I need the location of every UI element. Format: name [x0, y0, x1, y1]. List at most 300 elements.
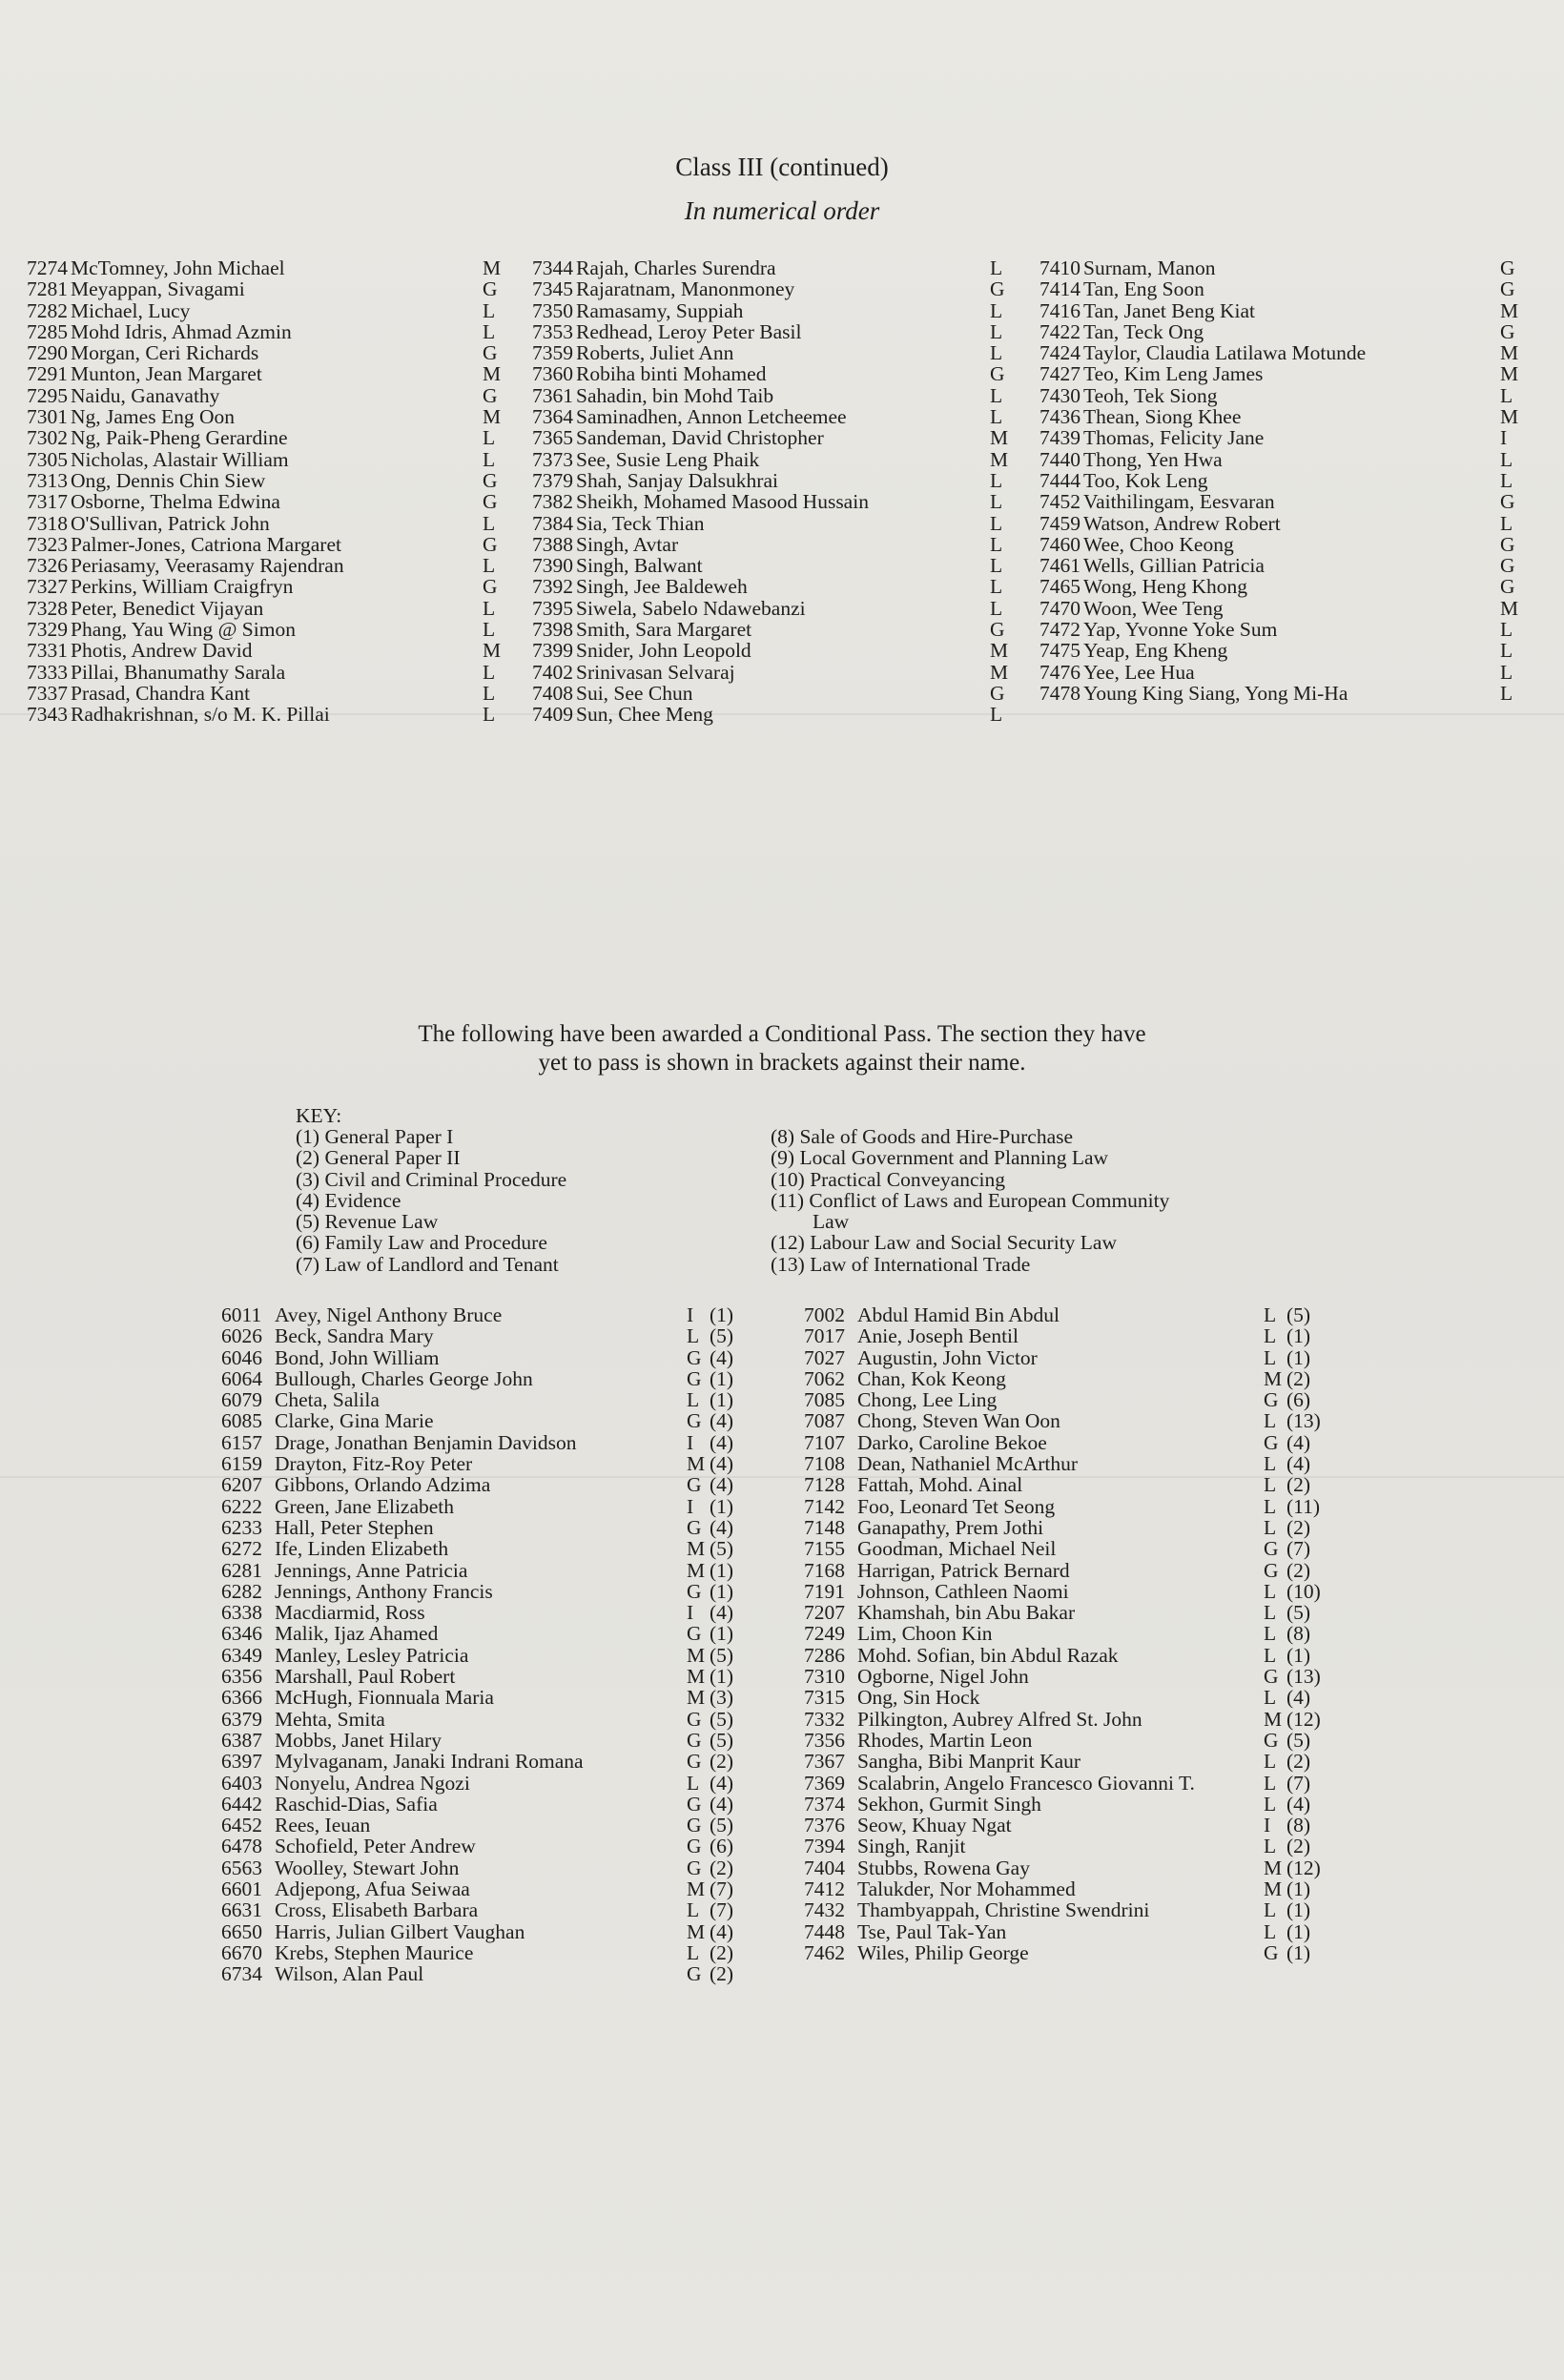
candidate-name: Rajaratnam, Manonmoney [576, 277, 795, 301]
candidate-name: Goodman, Michael Neil [857, 1537, 1057, 1561]
candidate-grade: L [687, 1388, 700, 1412]
candidate-name: Rhodes, Martin Leon [857, 1728, 1033, 1752]
candidate-grade: L [990, 575, 1003, 599]
candidate-grade: G [687, 1835, 702, 1858]
candidate-name: Cross, Elisabeth Barbara [275, 1898, 479, 1922]
key-item: (12) Labour Law and Social Security Law [771, 1231, 1117, 1255]
candidate-grade: L [1264, 1494, 1277, 1518]
outstanding-section: (1) [710, 1558, 734, 1582]
candidate-name: Yeap, Eng Kheng [1083, 639, 1228, 663]
candidate-grade: M [687, 1919, 706, 1943]
candidate-name: Tan, Janet Beng Kiat [1083, 298, 1255, 322]
key-item: (7) Law of Landlord and Tenant [296, 1252, 559, 1276]
candidate-grade: L [1264, 1515, 1277, 1539]
candidate-grade: L [483, 426, 496, 450]
candidate-number: 7291 [27, 362, 68, 386]
candidate-name: Shah, Sanjay Dalsukhrai [576, 468, 778, 492]
candidate-number: 7286 [804, 1643, 845, 1667]
candidate-number: 6157 [221, 1430, 262, 1454]
candidate-name: Bullough, Charles George John [275, 1366, 533, 1390]
candidate-grade: G [1500, 554, 1515, 578]
candidate-name: Redhead, Leroy Peter Basil [576, 319, 802, 343]
outstanding-section: (4) [1286, 1686, 1311, 1710]
candidate-name: Perkins, William Craigfryn [71, 575, 294, 599]
outstanding-section: (1) [1286, 1643, 1311, 1667]
candidate-number: 7191 [804, 1579, 845, 1603]
outstanding-section: (2) [710, 1856, 734, 1879]
outstanding-section: (5) [710, 1707, 734, 1731]
outstanding-section: (7) [710, 1898, 734, 1922]
key-item: (1) General Paper I [296, 1125, 454, 1148]
outstanding-section: (1) [1286, 1940, 1311, 1964]
candidate-number: 6478 [221, 1835, 262, 1858]
candidate-name: Wiles, Philip George [857, 1940, 1029, 1964]
candidate-grade: L [483, 660, 496, 684]
outstanding-section: (5) [1286, 1728, 1311, 1752]
key-item: (5) Revenue Law [296, 1210, 439, 1234]
candidate-number: 7422 [1039, 319, 1080, 343]
candidate-name: Rees, Ieuan [275, 1814, 371, 1837]
candidate-name: Pilkington, Aubrey Alfred St. John [857, 1707, 1142, 1731]
candidate-grade: L [1264, 1792, 1277, 1816]
candidate-grade: L [483, 681, 496, 705]
candidate-name: Green, Jane Elizabeth [275, 1494, 455, 1518]
candidate-grade: G [483, 341, 498, 365]
candidate-number: 6601 [221, 1877, 262, 1901]
candidate-number: 7427 [1039, 362, 1080, 386]
candidate-number: 7343 [27, 703, 68, 727]
candidate-name: Nicholas, Alastair William [71, 447, 289, 471]
candidate-grade: G [687, 1707, 702, 1731]
candidate-grade: M [687, 1877, 706, 1901]
candidate-name: Too, Kok Leng [1083, 468, 1208, 492]
candidate-grade: G [483, 532, 498, 556]
outstanding-section: (7) [710, 1877, 734, 1901]
outstanding-section: (1) [1286, 1898, 1311, 1922]
candidate-name: Thambyappah, Christine Swendrini [857, 1898, 1150, 1922]
candidate-number: 7027 [804, 1345, 845, 1369]
outstanding-section: (4) [710, 1345, 734, 1369]
candidate-name: Hall, Peter Stephen [275, 1515, 434, 1539]
candidate-number: 7460 [1039, 532, 1080, 556]
candidate-name: Avey, Nigel Anthony Bruce [275, 1303, 503, 1326]
candidate-number: 6281 [221, 1558, 262, 1582]
candidate-grade: I [1500, 426, 1508, 450]
candidate-grade: M [483, 405, 502, 429]
candidate-number: 7148 [804, 1515, 845, 1539]
candidate-name: Mehta, Smita [275, 1707, 385, 1731]
conditional-pass-notice [0, 1020, 1564, 1077]
outstanding-section: (6) [1286, 1388, 1311, 1412]
candidate-name: Seow, Khuay Ngat [857, 1814, 1012, 1837]
candidate-grade: L [990, 405, 1003, 429]
candidate-name: Peter, Benedict Vijayan [71, 596, 264, 620]
candidate-number: 7313 [27, 468, 68, 492]
candidate-number: 6233 [221, 1515, 262, 1539]
candidate-name: Sun, Chee Meng [576, 703, 713, 727]
candidate-name: Gibbons, Orlando Adzima [275, 1473, 491, 1497]
candidate-name: Adjepong, Afua Seiwaa [275, 1877, 470, 1901]
candidate-grade: I [687, 1601, 694, 1625]
candidate-grade: G [1500, 277, 1515, 301]
outstanding-section: (12) [1286, 1707, 1321, 1731]
candidate-grade: G [990, 362, 1005, 386]
outstanding-section: (1) [710, 1366, 734, 1390]
candidate-name: Ogborne, Nigel John [857, 1665, 1029, 1689]
candidate-grade: L [483, 447, 496, 471]
candidate-number: 7345 [532, 277, 573, 301]
outstanding-section: (1) [1286, 1345, 1311, 1369]
candidate-number: 7392 [532, 575, 573, 599]
candidate-grade: M [1264, 1877, 1283, 1901]
candidate-name: Sahadin, bin Mohd Taib [576, 383, 774, 407]
page-subtitle: In numerical order [684, 196, 880, 225]
candidate-grade: L [1264, 1771, 1277, 1795]
key-item: (9) Local Government and Planning Law [771, 1146, 1109, 1170]
candidate-name: Woolley, Stewart John [275, 1856, 460, 1879]
candidate-grade: M [1264, 1366, 1283, 1390]
candidate-number: 7302 [27, 426, 68, 450]
candidate-number: 7475 [1039, 639, 1080, 663]
notice-line-1: The following have been awarded a Conditional Pass. The section they have [418, 1021, 1146, 1047]
candidate-number: 7470 [1039, 596, 1080, 620]
candidate-number: 6064 [221, 1366, 262, 1390]
candidate-number: 7062 [804, 1366, 845, 1390]
candidate-grade: M [1500, 362, 1519, 386]
candidate-grade: G [1264, 1430, 1279, 1454]
candidate-name: Fattah, Mohd. Ainal [857, 1473, 1023, 1497]
candidate-grade: G [990, 277, 1005, 301]
candidate-grade: G [687, 1856, 702, 1879]
candidate-grade: I [687, 1430, 694, 1454]
outstanding-section: (2) [1286, 1473, 1311, 1497]
outstanding-section: (5) [710, 1728, 734, 1752]
candidate-grade: M [483, 362, 502, 386]
candidate-grade: G [990, 681, 1005, 705]
candidate-number: 7318 [27, 511, 68, 535]
candidate-number: 7365 [532, 426, 573, 450]
candidate-name: Chong, Steven Wan Oon [857, 1409, 1060, 1433]
candidate-number: 7155 [804, 1537, 845, 1561]
candidate-name: Watson, Andrew Robert [1083, 511, 1281, 535]
candidate-grade: L [990, 596, 1003, 620]
outstanding-section: (2) [1286, 1558, 1311, 1582]
candidate-grade: L [990, 319, 1003, 343]
outstanding-section: (13) [1286, 1665, 1321, 1689]
candidate-number: 6046 [221, 1345, 262, 1369]
candidate-number: 7290 [27, 341, 68, 365]
candidate-number: 7412 [804, 1877, 845, 1901]
outstanding-section: (2) [1286, 1515, 1311, 1539]
outstanding-section: (1) [1286, 1877, 1311, 1901]
outstanding-section: (5) [710, 1537, 734, 1561]
candidate-number: 7472 [1039, 618, 1080, 642]
outstanding-section: (4) [710, 1601, 734, 1625]
candidate-grade: M [1264, 1856, 1283, 1879]
candidate-grade: L [1500, 468, 1513, 492]
outstanding-section: (6) [710, 1835, 734, 1858]
candidate-number: 7364 [532, 405, 573, 429]
outstanding-section: (4) [710, 1473, 734, 1497]
candidate-number: 7388 [532, 532, 573, 556]
candidate-grade: G [687, 1750, 702, 1774]
candidate-number: 7017 [804, 1324, 845, 1348]
candidate-grade: G [1264, 1558, 1279, 1582]
candidate-name: Yap, Yvonne Yoke Sum [1083, 618, 1278, 642]
candidate-grade: L [483, 319, 496, 343]
candidate-name: Augustin, John Victor [857, 1345, 1038, 1369]
key-item: (13) Law of International Trade [771, 1252, 1031, 1276]
candidate-number: 7350 [532, 298, 573, 322]
candidate-name: Robiha binti Mohamed [576, 362, 767, 386]
candidate-grade: G [687, 1622, 702, 1646]
candidate-grade: M [990, 639, 1009, 663]
candidate-number: 7439 [1039, 426, 1080, 450]
candidate-name: Foo, Leonard Tet Seong [857, 1494, 1056, 1518]
candidate-name: Macdiarmid, Ross [275, 1601, 425, 1625]
candidate-name: Sekhon, Gurmit Singh [857, 1792, 1041, 1816]
candidate-name: Singh, Avtar [576, 532, 679, 556]
candidate-number: 7395 [532, 596, 573, 620]
candidate-number: 7326 [27, 554, 68, 578]
candidate-number: 7444 [1039, 468, 1080, 492]
candidate-number: 6349 [221, 1643, 262, 1667]
candidate-name: Beck, Sandra Mary [275, 1324, 434, 1348]
key-item: (4) Evidence [296, 1188, 401, 1212]
candidate-name: Malik, Ijaz Ahamed [275, 1622, 439, 1646]
candidate-number: 7328 [27, 596, 68, 620]
candidate-name: Lim, Choon Kin [857, 1622, 993, 1646]
candidate-grade: G [1264, 1388, 1279, 1412]
candidate-number: 7087 [804, 1409, 845, 1433]
candidate-number: 6403 [221, 1771, 262, 1795]
candidate-number: 7399 [532, 639, 573, 663]
candidate-grade: G [687, 1962, 702, 1986]
candidate-grade: L [1264, 1643, 1277, 1667]
candidate-number: 7327 [27, 575, 68, 599]
candidate-name: Cheta, Salila [275, 1388, 380, 1412]
candidate-grade: G [1264, 1537, 1279, 1561]
candidate-grade: L [687, 1324, 700, 1348]
candidate-grade: L [1264, 1898, 1277, 1922]
candidate-number: 7379 [532, 468, 573, 492]
candidate-grade: G [687, 1515, 702, 1539]
candidate-number: 6670 [221, 1940, 262, 1964]
candidate-grade: L [483, 618, 496, 642]
candidate-number: 7332 [804, 1707, 845, 1731]
candidate-number: 7331 [27, 639, 68, 663]
candidate-grade: L [687, 1771, 700, 1795]
candidate-name: Anie, Joseph Bentil [857, 1324, 1019, 1348]
candidate-name: Sui, See Chun [576, 681, 693, 705]
candidate-name: Bond, John William [275, 1345, 440, 1369]
candidate-number: 6026 [221, 1324, 262, 1348]
candidate-number: 7142 [804, 1494, 845, 1518]
candidate-grade: G [1264, 1665, 1279, 1689]
candidate-number: 7430 [1039, 383, 1080, 407]
candidate-grade: G [687, 1728, 702, 1752]
candidate-name: McHugh, Fionnuala Maria [275, 1686, 494, 1710]
candidate-grade: L [990, 554, 1003, 578]
candidate-number: 7436 [1039, 405, 1080, 429]
candidate-number: 7356 [804, 1728, 845, 1752]
candidate-grade: M [1500, 298, 1519, 322]
key-item: Law [813, 1210, 850, 1234]
candidate-number: 6346 [221, 1622, 262, 1646]
candidate-number: 7344 [532, 256, 573, 279]
candidate-name: Ng, James Eng Oon [71, 405, 235, 429]
candidate-grade: G [687, 1409, 702, 1433]
candidate-name: Yee, Lee Hua [1083, 660, 1195, 684]
candidate-grade: L [1264, 1750, 1277, 1774]
candidate-number: 7432 [804, 1898, 845, 1922]
outstanding-section: (2) [1286, 1835, 1311, 1858]
outstanding-section: (1) [710, 1388, 734, 1412]
candidate-number: 7424 [1039, 341, 1080, 365]
outstanding-section: (4) [1286, 1792, 1311, 1816]
candidate-name: Johnson, Cathleen Naomi [857, 1579, 1069, 1603]
candidate-name: Darko, Caroline Bekoe [857, 1430, 1047, 1454]
candidate-name: Manley, Lesley Patricia [275, 1643, 469, 1667]
candidate-grade: M [1500, 596, 1519, 620]
candidate-grade: L [687, 1898, 700, 1922]
candidate-grade: L [1264, 1303, 1277, 1326]
candidate-number: 7398 [532, 618, 573, 642]
candidate-grade: G [1500, 319, 1515, 343]
key-label: KEY: [296, 1104, 342, 1127]
candidate-grade: M [687, 1558, 706, 1582]
candidate-name: Siwela, Sabelo Ndawebanzi [576, 596, 806, 620]
outstanding-section: (1) [710, 1494, 734, 1518]
candidate-name: Young King Siang, Yong Mi-Ha [1083, 681, 1348, 705]
candidate-name: Singh, Jee Baldeweh [576, 575, 748, 599]
candidate-name: Abdul Hamid Bin Abdul [857, 1303, 1060, 1326]
candidate-grade: M [687, 1665, 706, 1689]
candidate-grade: G [687, 1366, 702, 1390]
notice-line-2: yet to pass is shown in brackets against their name. [538, 1050, 1026, 1076]
candidate-name: Rajah, Charles Surendra [576, 256, 776, 279]
candidate-grade: L [1264, 1579, 1277, 1603]
candidate-grade: G [687, 1473, 702, 1497]
candidate-name: Thomas, Felicity Jane [1083, 426, 1265, 450]
candidate-grade: L [483, 511, 496, 535]
candidate-grade: L [1264, 1409, 1277, 1433]
candidate-name: Harrigan, Patrick Bernard [857, 1558, 1070, 1582]
candidate-name: Snider, John Leopold [576, 639, 751, 663]
candidate-number: 6442 [221, 1792, 262, 1816]
candidate-name: Thean, Siong Khee [1083, 405, 1242, 429]
candidate-grade: L [483, 703, 496, 727]
candidate-grade: L [1264, 1345, 1277, 1369]
candidate-grade: L [990, 490, 1003, 514]
candidate-name: Radhakrishnan, s/o M. K. Pillai [71, 703, 330, 727]
outstanding-section: (2) [710, 1940, 734, 1964]
candidate-grade: M [687, 1686, 706, 1710]
candidate-number: 7478 [1039, 681, 1080, 705]
outstanding-section: (4) [710, 1771, 734, 1795]
candidate-grade: L [990, 383, 1003, 407]
candidate-grade: M [1264, 1707, 1283, 1731]
candidate-name: Wee, Choo Keong [1083, 532, 1234, 556]
outstanding-section: (4) [710, 1792, 734, 1816]
candidate-name: Teoh, Tek Siong [1083, 383, 1218, 407]
candidate-name: Mylvaganam, Janaki Indrani Romana [275, 1750, 584, 1774]
candidate-name: Ganapathy, Prem Jothi [857, 1515, 1044, 1539]
candidate-name: Singh, Ranjit [857, 1835, 966, 1858]
outstanding-section: (4) [710, 1409, 734, 1433]
candidate-name: Ng, Paik-Pheng Gerardine [71, 426, 288, 450]
candidate-grade: L [1264, 1835, 1277, 1858]
candidate-name: Sia, Teck Thian [576, 511, 705, 535]
candidate-name: Drayton, Fitz-Roy Peter [275, 1452, 473, 1476]
outstanding-section: (10) [1286, 1579, 1321, 1603]
candidate-name: Thong, Yen Hwa [1083, 447, 1223, 471]
outstanding-section: (5) [1286, 1303, 1311, 1326]
candidate-number: 7416 [1039, 298, 1080, 322]
candidate-grade: L [483, 298, 496, 322]
candidate-grade: I [687, 1494, 694, 1518]
candidate-number: 7409 [532, 703, 573, 727]
candidate-grade: G [1500, 532, 1515, 556]
candidate-grade: G [483, 490, 498, 514]
candidate-number: 7382 [532, 490, 573, 514]
candidate-name: Meyappan, Sivagami [71, 277, 245, 301]
outstanding-section: (4) [1286, 1430, 1311, 1454]
candidate-grade: L [1500, 511, 1513, 535]
candidate-grade: L [1500, 447, 1513, 471]
candidate-grade: M [1500, 405, 1519, 429]
candidate-number: 7410 [1039, 256, 1080, 279]
candidate-name: Khamshah, bin Abu Bakar [857, 1601, 1076, 1625]
candidate-grade: M [687, 1537, 706, 1561]
candidate-name: Talukder, Nor Mohammed [857, 1877, 1076, 1901]
candidate-number: 7274 [27, 256, 68, 279]
outstanding-section: (5) [710, 1324, 734, 1348]
outstanding-section: (2) [1286, 1750, 1311, 1774]
candidate-name: Stubbs, Rowena Gay [857, 1856, 1030, 1879]
candidate-name: Osborne, Thelma Edwina [71, 490, 280, 514]
key-item: (11) Conflict of Laws and European Community [771, 1188, 1170, 1212]
candidate-number: 6085 [221, 1409, 262, 1433]
candidate-name: Tse, Paul Tak-Yan [857, 1919, 1007, 1943]
key-item: (6) Family Law and Procedure [296, 1231, 547, 1255]
outstanding-section: (5) [710, 1814, 734, 1837]
candidate-number: 7359 [532, 341, 573, 365]
candidate-name: Michael, Lucy [71, 298, 191, 322]
candidate-number: 7295 [27, 383, 68, 407]
candidate-grade: L [1500, 383, 1513, 407]
outstanding-section: (3) [710, 1686, 734, 1710]
candidate-number: 7408 [532, 681, 573, 705]
outstanding-section: (12) [1286, 1856, 1321, 1879]
page-title: Class III (continued) [675, 153, 889, 181]
candidate-number: 7376 [804, 1814, 845, 1837]
candidate-number: 7301 [27, 405, 68, 429]
candidate-name: Wilson, Alan Paul [275, 1962, 424, 1986]
candidate-grade: M [483, 256, 502, 279]
candidate-number: 7317 [27, 490, 68, 514]
candidate-grade: L [1264, 1919, 1277, 1943]
candidate-name: Ramasamy, Suppiah [576, 298, 744, 322]
candidate-grade: L [1264, 1686, 1277, 1710]
candidate-name: O'Sullivan, Patrick John [71, 511, 270, 535]
candidate-name: Chong, Lee Ling [857, 1388, 998, 1412]
candidate-number: 7452 [1039, 490, 1080, 514]
candidate-number: 6379 [221, 1707, 262, 1731]
candidate-grade: L [990, 511, 1003, 535]
candidate-name: Dean, Nathaniel McArthur [857, 1452, 1079, 1476]
candidate-name: Saminadhen, Annon Letcheemee [576, 405, 847, 429]
